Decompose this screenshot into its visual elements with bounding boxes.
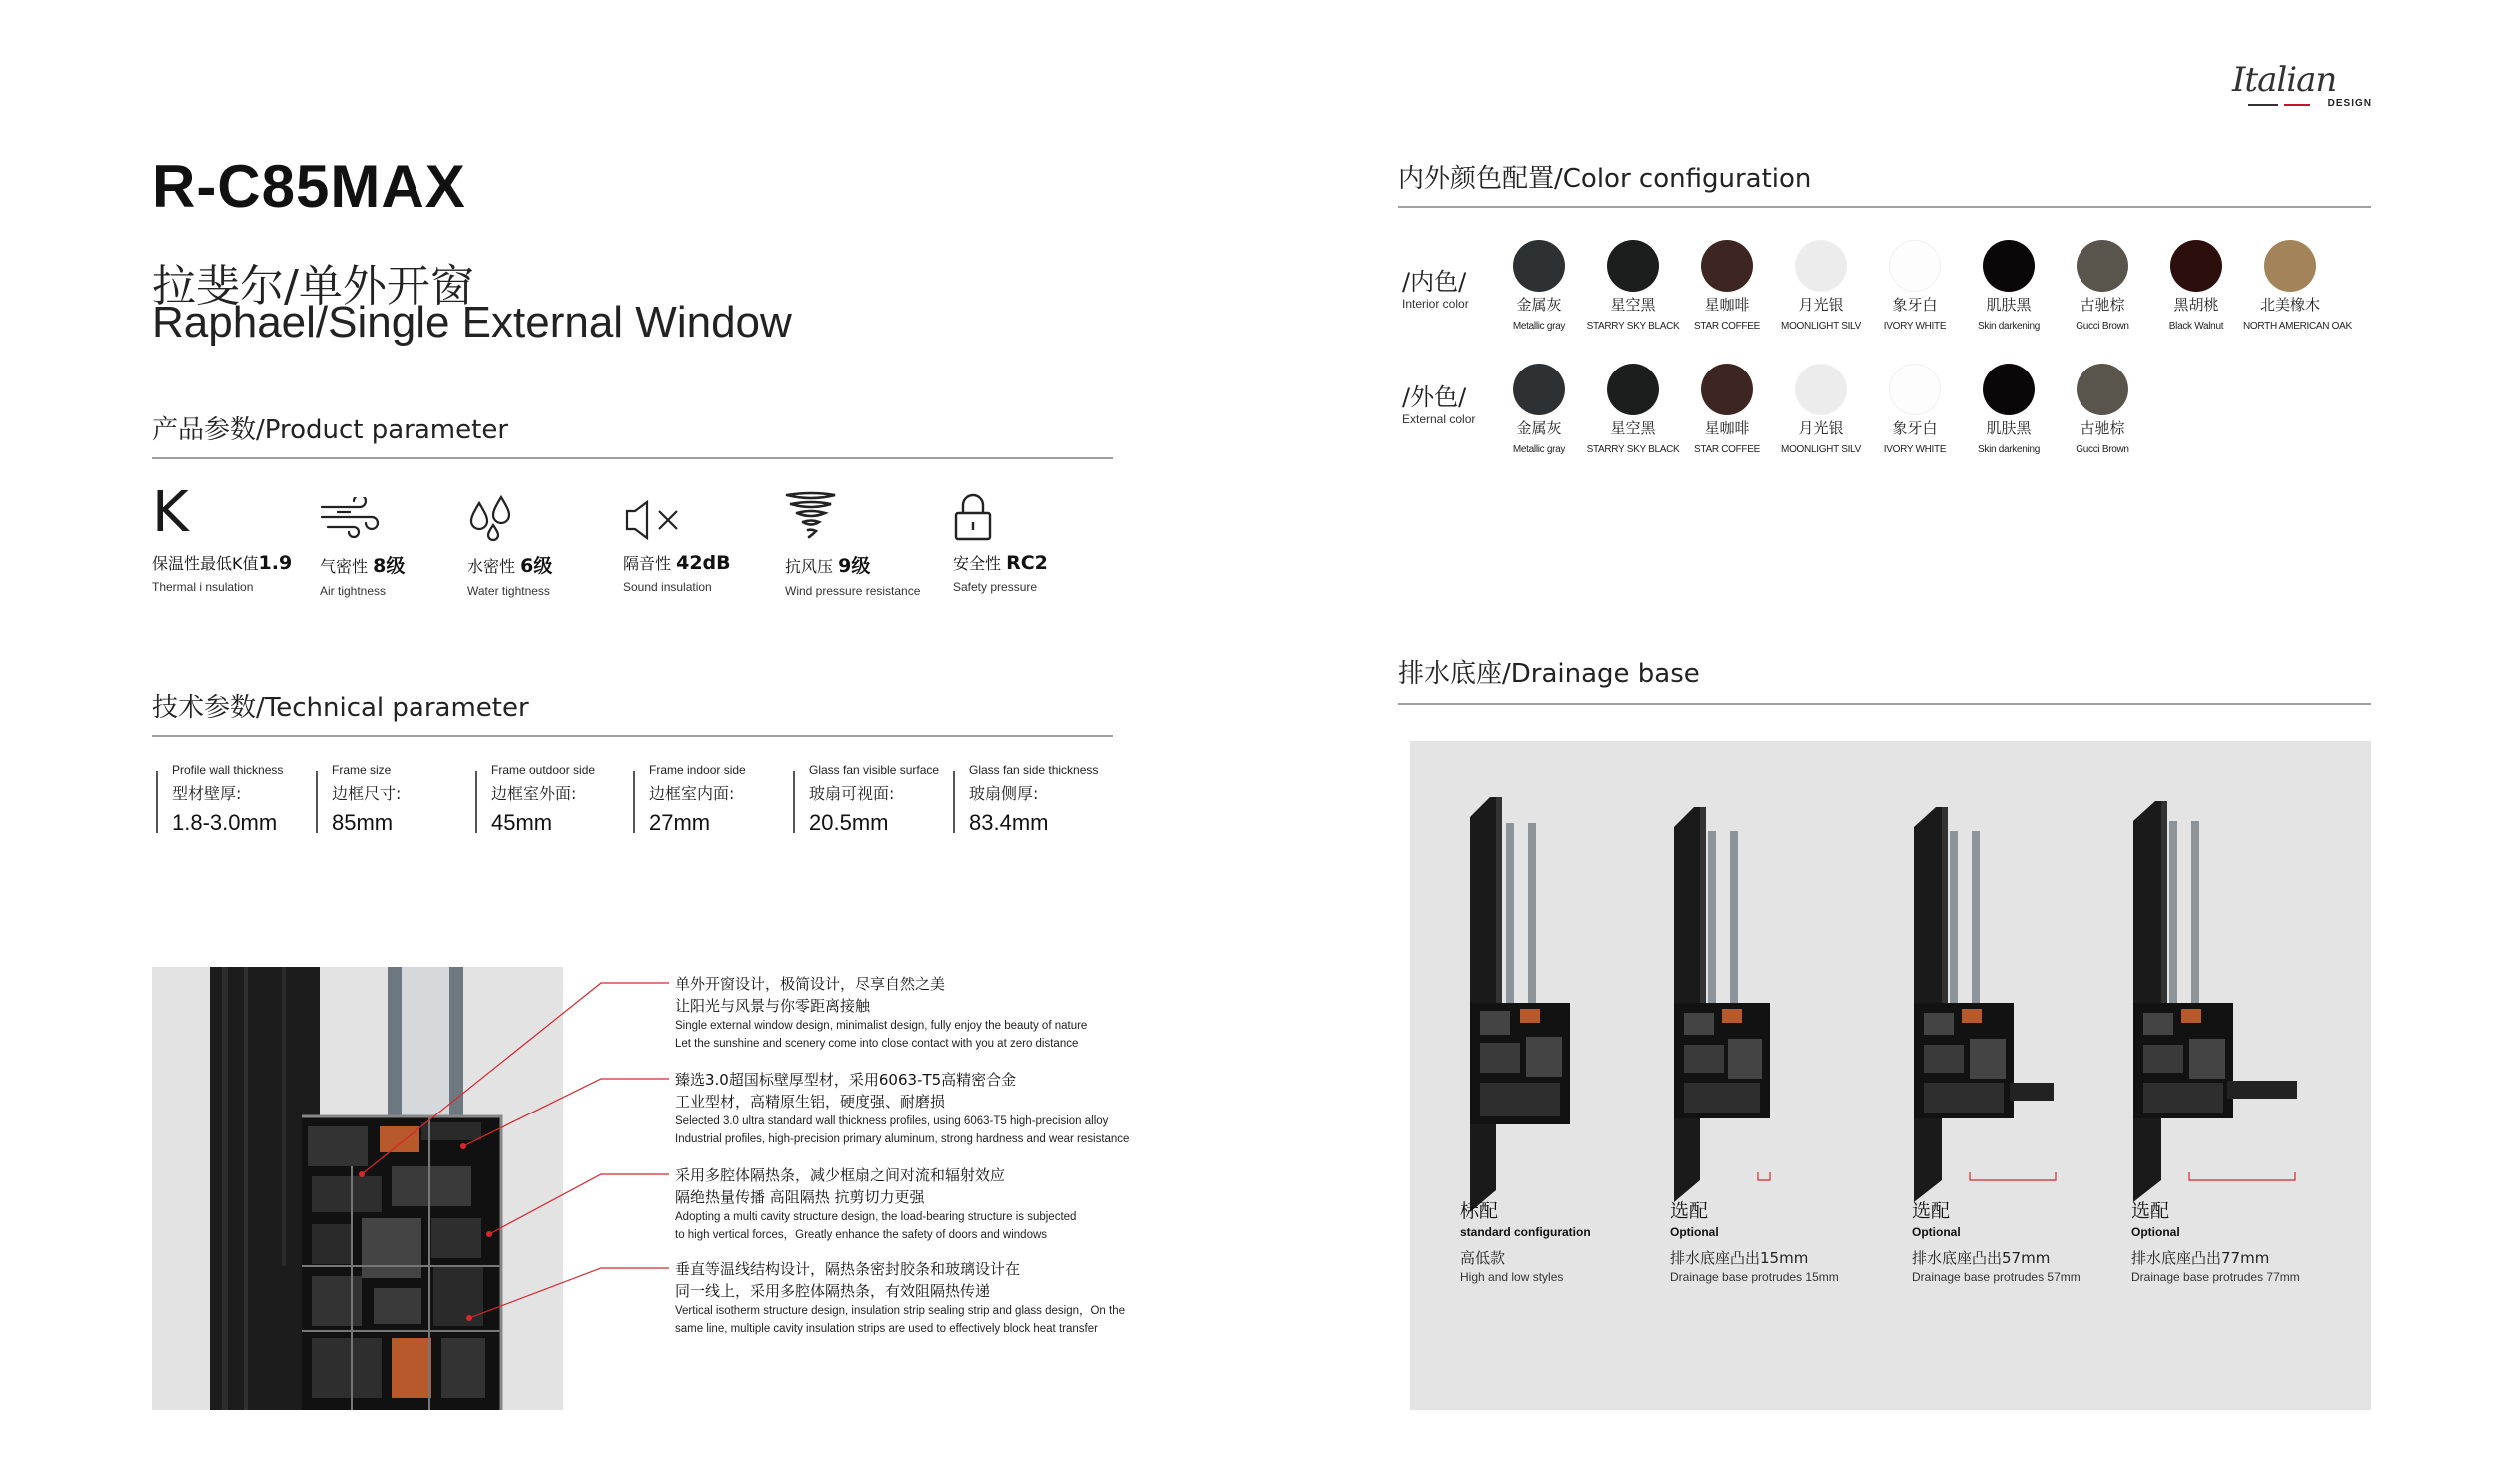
tech-value: 45mm	[491, 810, 553, 835]
drainage-option-cn: 选配	[2131, 1200, 2170, 1222]
tech-cn: 边框室内面:	[649, 784, 735, 803]
drainage-option-2	[1670, 1196, 1890, 1284]
color-swatch-dot	[1795, 364, 1847, 415]
annotation-cn: 垂直等温线结构设计，隔热条密封胶条和玻璃设计在	[675, 1260, 1021, 1278]
tech-cn: 边框尺寸:	[332, 784, 402, 803]
annotation-3	[675, 1164, 1195, 1244]
param-label: 气密性	[320, 557, 374, 576]
swatch-name-cn: 星咖啡	[1704, 419, 1750, 437]
drainage-option-4	[2131, 1196, 2351, 1284]
color-swatch-dot	[2170, 240, 2222, 292]
param-air	[320, 481, 479, 598]
interior-swatch	[1962, 240, 2056, 332]
tech-frame-size	[316, 763, 475, 835]
swatch-name-en: MOONLIGHT SILV	[1781, 444, 1861, 455]
annotation-en: same line, multiple cavity insulation strips are used to effectively block heat transfer	[675, 1323, 1098, 1335]
interior-swatch	[1868, 240, 1962, 332]
annotation-cn: 隔绝热量传播 高阻隔热 抗剪切力更强	[675, 1188, 925, 1206]
swatch-name-en: IVORY WHITE	[1883, 444, 1947, 455]
annotation-cn: 让阳光与风景与你零距离接触	[675, 997, 871, 1015]
swatch-name-cn: 古驰棕	[2080, 419, 2125, 437]
brand-logo	[2232, 62, 2372, 112]
swatch-name-en: Metallic gray	[1512, 444, 1566, 455]
swatch-name-cn: 月光银	[1798, 296, 1844, 314]
param-value: 1.9	[258, 552, 293, 574]
drainage-desc-cn: 高低款	[1460, 1249, 1506, 1267]
annotation-cn: 采用多腔体隔热条，减少框扇之间对流和辐射效应	[675, 1166, 1006, 1184]
tech-cn: 玻扇可视面:	[809, 784, 895, 803]
interior-swatch	[1774, 240, 1868, 332]
padlock-icon	[953, 493, 993, 541]
drainage-option-cn: 标配	[1460, 1200, 1499, 1222]
param-wind-pressure	[785, 481, 945, 598]
drainage-option-en: Optional	[1912, 1225, 1961, 1239]
color-swatch-dot	[2264, 240, 2316, 292]
swatch-name-cn: 金属灰	[1516, 419, 1562, 437]
drainage-desc-en: Drainage base protrudes 15mm	[1670, 1270, 1839, 1284]
param-en: Thermal i nsulation	[152, 580, 254, 594]
speaker-mute-icon	[623, 499, 685, 541]
interior-swatch	[2243, 240, 2352, 332]
color-config-rule	[1398, 206, 2371, 208]
param-value: 42dB	[676, 552, 731, 574]
color-swatch-dot	[1513, 240, 1565, 292]
drainage-desc-en: High and low styles	[1460, 1270, 1564, 1284]
drainage-profiles-illustration	[1410, 741, 2371, 1410]
annotation-1	[675, 973, 1195, 1053]
tech-en: Frame indoor side	[649, 763, 746, 777]
swatch-name-en: Gucci Brown	[2076, 444, 2129, 455]
drainage-option-3	[1912, 1196, 2131, 1284]
logo-sub: DESIGN	[2327, 98, 2372, 109]
wind-icon	[320, 497, 382, 541]
interior-swatch	[2149, 240, 2243, 332]
color-swatch-dot	[1607, 240, 1659, 292]
annotation-en: to high vertical forces，Greatly enhance the safety of doors and windows	[675, 1229, 1048, 1241]
tech-en: Glass fan side thickness	[969, 763, 1099, 777]
param-thermal	[152, 481, 312, 594]
param-water	[467, 481, 627, 598]
interior-label-cn: /内色/	[1402, 268, 1467, 296]
annotation-cn: 工业型材，高精原生铝，硬度强、耐磨损	[675, 1093, 946, 1111]
param-label: 保温性最低K值	[152, 554, 259, 573]
swatch-name-cn: 肌肤黑	[1986, 419, 2032, 437]
annotation-en: Adopting a multi cavity structure design, the load-bearing structure is subjected	[675, 1211, 1077, 1223]
exterior-swatch	[1868, 364, 1962, 455]
technical-parameter-title: 技术参数/Technical parameter	[152, 693, 529, 723]
color-swatch-dot	[1701, 364, 1753, 415]
exterior-swatch	[1774, 364, 1868, 455]
logo-underline	[2248, 104, 2278, 106]
swatch-name-cn: 金属灰	[1516, 296, 1562, 314]
param-label: 隔音性	[623, 554, 677, 573]
exterior-label-cn: /外色/	[1402, 383, 1467, 411]
swatch-name-en: Black Walnut	[2168, 321, 2224, 332]
model-number: R-C85MAX	[152, 153, 466, 220]
swatch-name-en: STARRY SKY BLACK	[1586, 444, 1680, 455]
tech-cn: 型材壁厚:	[172, 784, 242, 803]
tech-en: Profile wall thickness	[172, 763, 284, 777]
interior-label-en: Interior color	[1402, 297, 1469, 311]
exterior-label-en: External color	[1402, 412, 1476, 426]
swatch-name-cn: 月光银	[1798, 419, 1844, 437]
drainage-desc-en: Drainage base protrudes 77mm	[2131, 1270, 2300, 1284]
tech-value: 85mm	[332, 810, 394, 835]
tornado-icon	[785, 491, 837, 541]
interior-swatch	[1586, 240, 1680, 332]
swatch-name-cn: 星空黑	[1610, 296, 1656, 314]
drainage-option-en: standard configuration	[1460, 1225, 1591, 1239]
technical-parameter-rule	[152, 735, 1113, 737]
swatch-name-cn: 古驰棕	[2080, 296, 2125, 314]
drainage-panel	[1410, 741, 2371, 1410]
param-value: 6级	[520, 555, 553, 577]
tech-value: 1.8-3.0mm	[172, 810, 278, 835]
swatch-name-cn: 象牙白	[1892, 419, 1938, 437]
drainage-desc-en: Drainage base protrudes 57mm	[1912, 1270, 2081, 1284]
param-sound	[623, 481, 783, 594]
tech-cn: 玻扇侧厚:	[969, 784, 1039, 803]
param-en: Sound insulation	[623, 580, 712, 594]
swatch-name-en: Metallic gray	[1512, 321, 1566, 332]
swatch-name-cn: 黑胡桃	[2173, 296, 2219, 314]
logo-script: Italian	[2232, 60, 2337, 100]
exterior-swatch	[1680, 364, 1774, 455]
param-value: 9级	[838, 555, 871, 577]
drainage-option-1	[1460, 1196, 1680, 1284]
drainage-desc-cn: 排水底座凸出15mm	[1670, 1249, 1809, 1267]
color-swatch-dot	[1701, 240, 1753, 292]
drainage-base-title: 排水底座/Drainage base	[1398, 659, 1700, 689]
drainage-option-cn: 选配	[1670, 1200, 1709, 1222]
interior-color-label	[1402, 262, 1469, 311]
drainage-base-rule	[1398, 703, 2371, 705]
color-swatch-dot	[1795, 240, 1847, 292]
drainage-profile-3	[1914, 807, 2056, 1202]
swatch-name-en: MOONLIGHT SILV	[1781, 321, 1861, 332]
water-drops-icon	[467, 495, 517, 541]
tech-glass-visible	[793, 763, 953, 835]
annotation-en: Vertical isotherm structure design, insulation strip sealing strip and glass design，On the	[675, 1305, 1126, 1317]
annotation-cn: 臻选3.0超国标壁厚型材，采用6063-T5高精密合金	[675, 1071, 1017, 1089]
interior-swatch	[1492, 240, 1586, 332]
swatch-name-en: STAR COFFEE	[1694, 444, 1760, 455]
swatch-name-cn: 北美橡木	[2259, 296, 2320, 314]
swatch-name-en: Skin darkening	[1978, 321, 2040, 332]
swatch-name-en: Skin darkening	[1978, 444, 2040, 455]
color-swatch-dot	[1889, 240, 1941, 292]
tech-value: 27mm	[649, 810, 711, 835]
product-parameter-title: 产品参数/Product parameter	[152, 415, 509, 445]
product-parameter-rule	[152, 457, 1113, 459]
exterior-color-label	[1402, 377, 1475, 426]
title-en: Raphael/Single External Window	[152, 298, 792, 347]
annotation-leader-lines	[300, 959, 689, 1358]
drainage-profile-1	[1470, 797, 1570, 1212]
swatch-name-en: STAR COFFEE	[1694, 321, 1760, 332]
swatch-name-en: NORTH AMERICAN OAK	[2243, 321, 2352, 332]
drainage-profile-4	[2133, 801, 2297, 1202]
drainage-option-en: Optional	[1670, 1225, 1719, 1239]
drainage-desc-cn: 排水底座凸出77mm	[2131, 1249, 2270, 1267]
param-label: 水密性	[467, 557, 521, 576]
param-en: Air tightness	[320, 584, 387, 598]
tech-cn: 边框室外面:	[491, 784, 577, 803]
param-value: RC2	[1006, 552, 1048, 574]
logo-underline-accent	[2284, 104, 2310, 106]
color-swatch-dot	[1983, 364, 2035, 415]
param-safety	[953, 481, 1113, 594]
color-swatch-dot	[2077, 364, 2128, 415]
swatch-name-cn: 象牙白	[1892, 296, 1938, 314]
annotation-4	[675, 1258, 1195, 1338]
color-swatch-dot	[1889, 364, 1941, 415]
exterior-swatch	[1962, 364, 2056, 455]
tech-glass-thickness	[953, 763, 1113, 835]
drainage-profile-2	[1674, 807, 1770, 1202]
annotation-cn: 单外开窗设计，极简设计，尽享自然之美	[675, 975, 946, 993]
swatch-name-cn: 星空黑	[1610, 419, 1656, 437]
annotation-en: Industrial profiles, high-precision primary aluminum, strong hardness and wear resistance	[675, 1133, 1130, 1145]
param-label: 抗风压	[785, 557, 839, 576]
param-en: Safety pressure	[953, 580, 1038, 594]
tech-profile-wall	[156, 763, 316, 835]
color-swatch-dot	[2077, 240, 2128, 292]
tech-en: Frame outdoor side	[491, 763, 596, 777]
drainage-option-en: Optional	[2131, 1225, 2180, 1239]
param-en: Wind pressure resistance	[785, 584, 921, 598]
swatch-name-en: STARRY SKY BLACK	[1586, 321, 1680, 332]
tech-en: Glass fan visible surface	[809, 763, 940, 777]
swatch-name-cn: 星咖啡	[1704, 296, 1750, 314]
swatch-name-en: IVORY WHITE	[1883, 321, 1947, 332]
tech-value: 20.5mm	[809, 810, 889, 835]
tech-frame-indoor	[633, 763, 793, 835]
param-label: 安全性	[953, 554, 1007, 573]
param-en: Water tightness	[467, 584, 550, 598]
interior-swatch	[2056, 240, 2149, 332]
k-letter-icon: K	[152, 480, 189, 545]
interior-swatch	[1680, 240, 1774, 332]
exterior-swatch	[1492, 364, 1586, 455]
swatch-name-en: Gucci Brown	[2076, 321, 2129, 332]
annotation-cn: 同一线上，采用多腔体隔热条，有效阻隔热传递	[675, 1282, 991, 1300]
drainage-desc-cn: 排水底座凸出57mm	[1912, 1249, 2051, 1267]
exterior-swatch	[1586, 364, 1680, 455]
annotation-en: Let the sunshine and scenery come into close contact with you at zero distance	[675, 1038, 1079, 1050]
annotation-en: Single external window design, minimalist design, fully enjoy the beauty of nature	[675, 1020, 1088, 1032]
swatch-name-cn: 肌肤黑	[1986, 296, 2032, 314]
annotation-en: Selected 3.0 ultra standard wall thickness profiles, using 6063-T5 high-precision alloy	[675, 1115, 1109, 1127]
tech-en: Frame size	[332, 763, 392, 777]
drainage-option-cn: 选配	[1912, 1200, 1951, 1222]
exterior-swatch	[2056, 364, 2149, 455]
color-swatch-dot	[1983, 240, 2035, 292]
color-config-title: 内外颜色配置/Color configuration	[1398, 164, 1812, 194]
annotation-2	[675, 1069, 1195, 1148]
tech-value: 83.4mm	[969, 810, 1049, 835]
title-cn: 拉斐尔/单外开窗	[152, 261, 474, 312]
color-swatch-dot	[1513, 364, 1565, 415]
param-value: 8级	[373, 555, 406, 577]
color-swatch-dot	[1607, 364, 1659, 415]
tech-frame-outdoor	[475, 763, 635, 835]
